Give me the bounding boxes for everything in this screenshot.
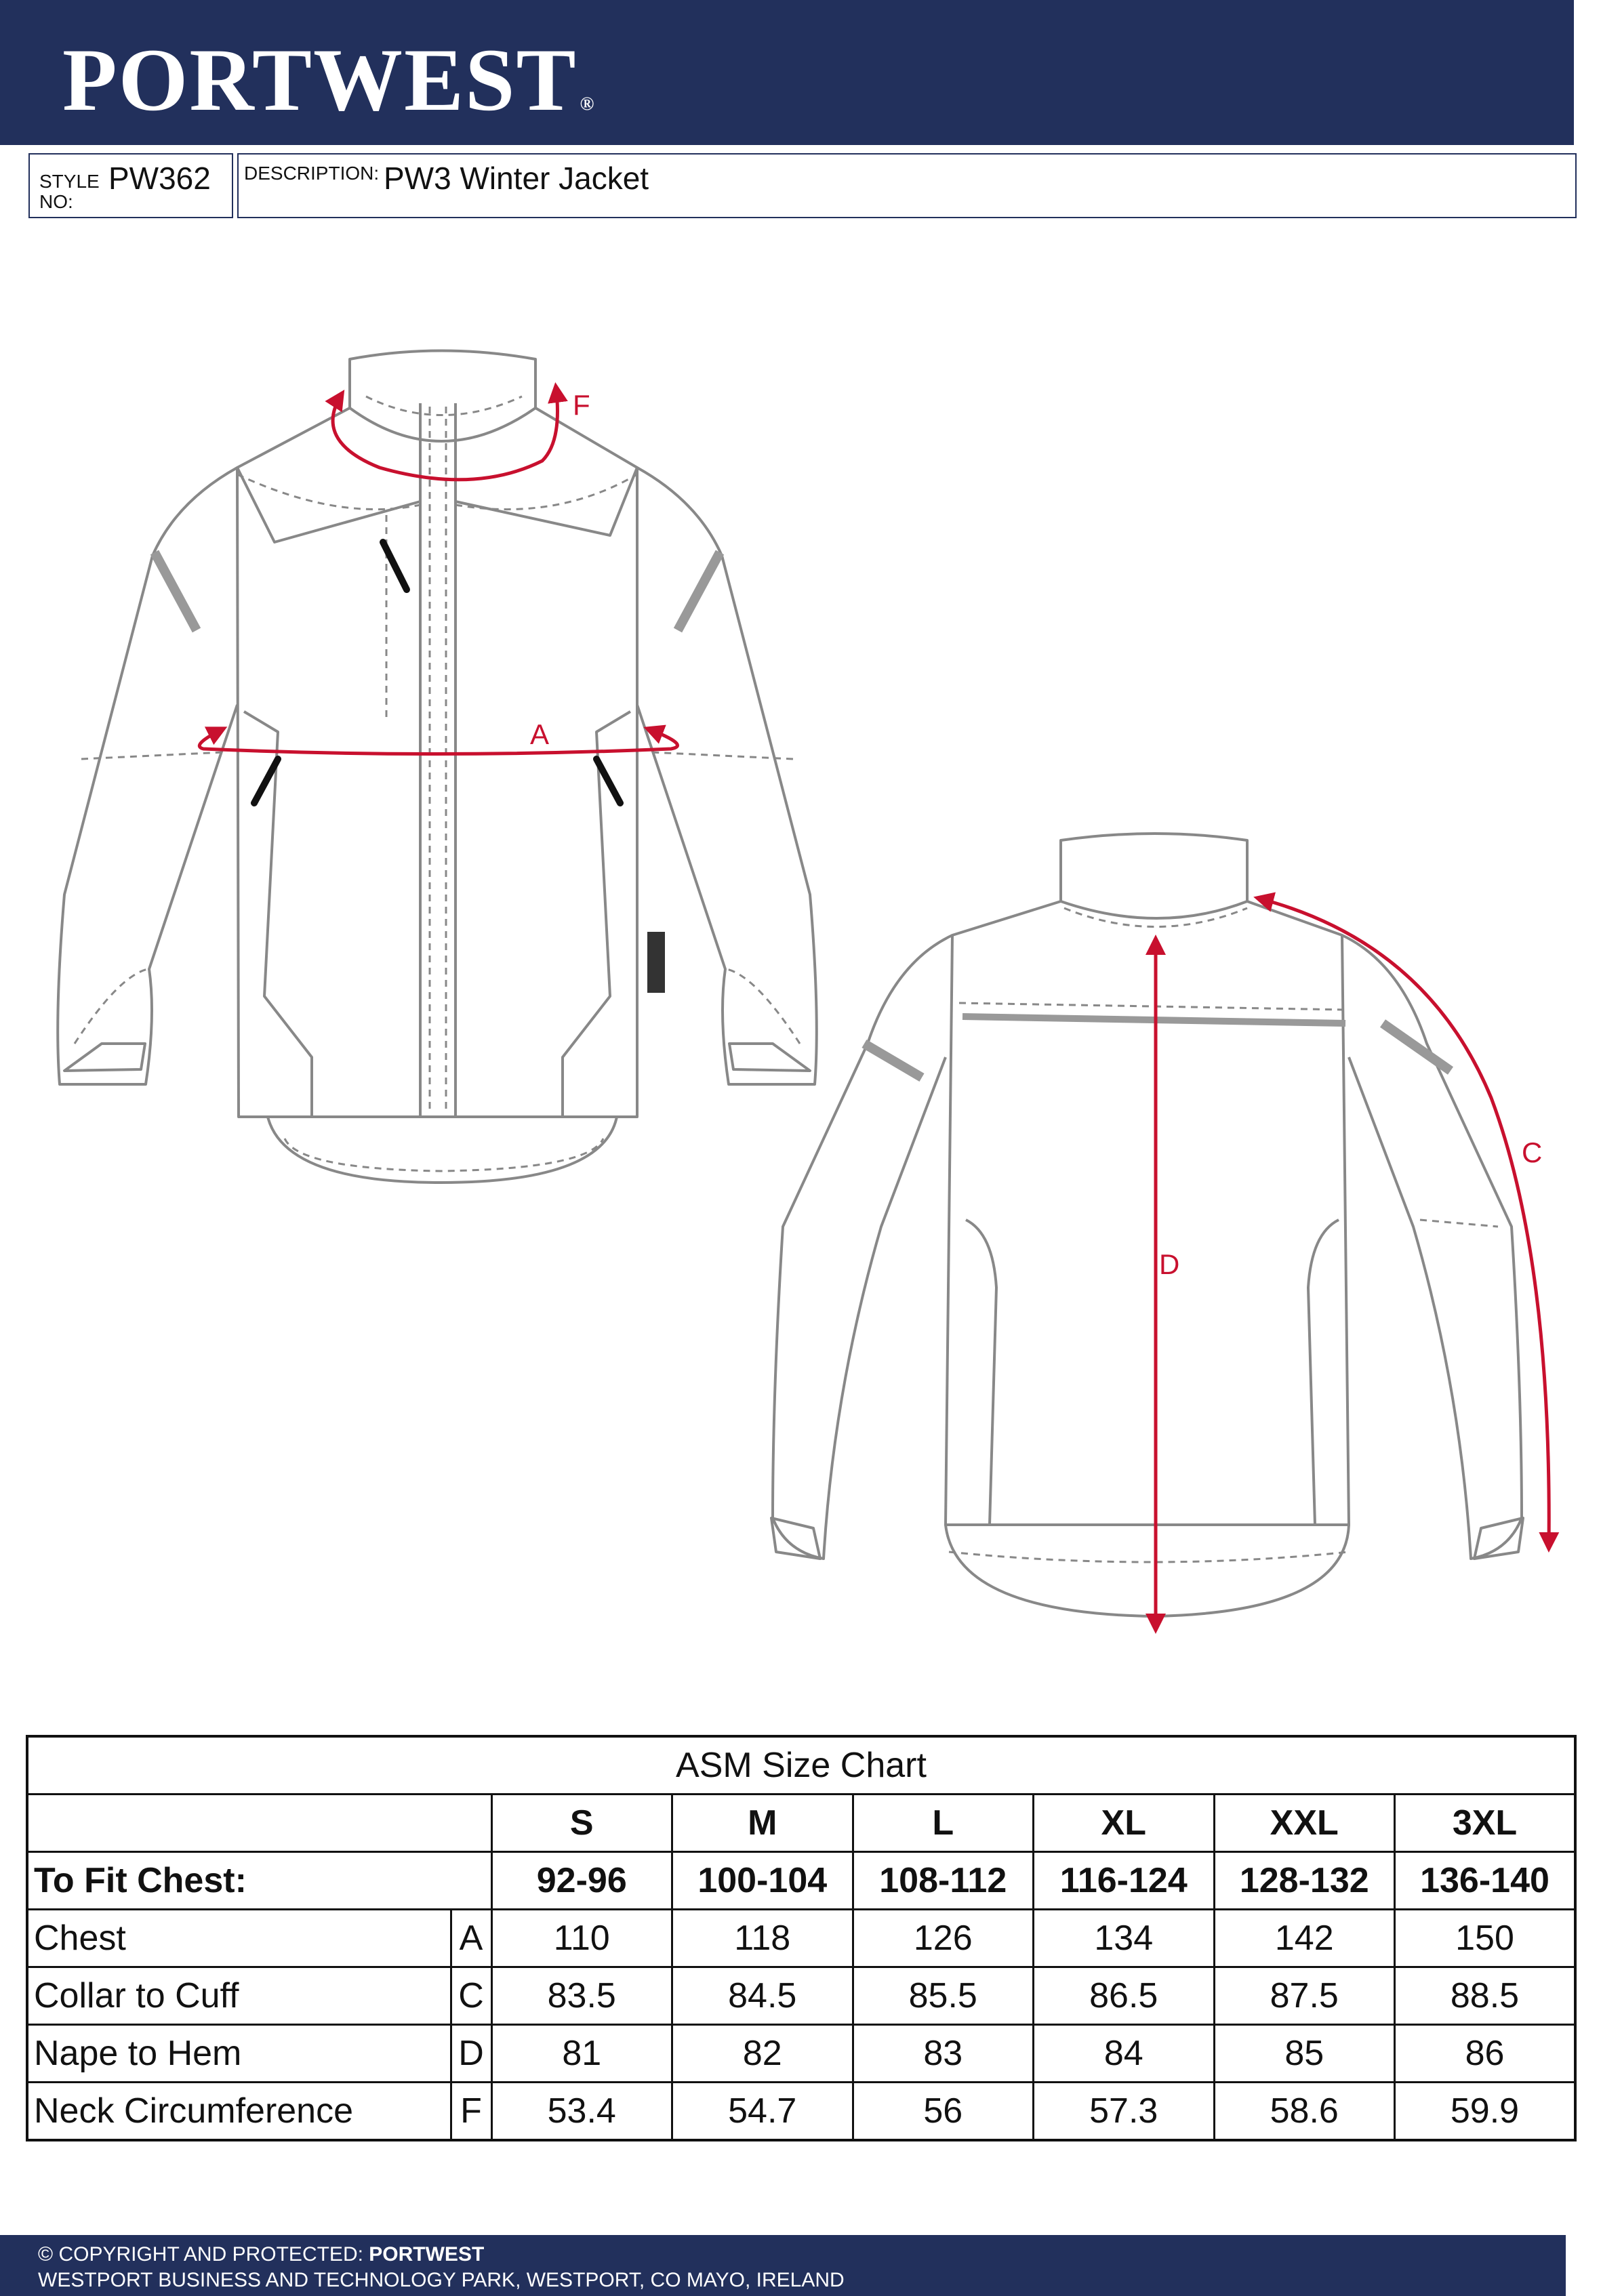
label-a: A [530, 718, 550, 750]
description-label: DESCRIPTION: [244, 163, 380, 184]
fit-value: 136-140 [1395, 1852, 1576, 1910]
table-row-neck-circumference [27, 2083, 1575, 2141]
label-c: C [1522, 1136, 1543, 1168]
cell-value: 83.5 [491, 1967, 672, 2025]
address-line: WESTPORT BUSINESS AND TECHNOLOGY PARK, WESTPORT, CO MAYO, IRELAND [38, 2269, 845, 2291]
size-chart-title: ASM Size Chart [27, 1736, 1575, 1795]
fit-chest-label: To Fit Chest: [27, 1852, 491, 1910]
fit-value: 128-132 [1214, 1852, 1395, 1910]
front-jacket-drawing [58, 351, 817, 1183]
cell-value: 86 [1395, 2025, 1576, 2083]
cell-value: 53.4 [491, 2083, 672, 2141]
cell-value: 58.6 [1214, 2083, 1395, 2141]
cell-value: 81 [491, 2025, 672, 2083]
label-d: D [1159, 1248, 1180, 1280]
description-value: PW3 Winter Jacket [384, 161, 649, 196]
style-label: STYLE [39, 171, 100, 192]
size-s: S [491, 1795, 672, 1852]
cell-value: 126 [853, 1910, 1034, 1967]
cell-value: 85.5 [853, 1967, 1034, 2025]
cell-value: 59.9 [1395, 2083, 1576, 2141]
row-code: F [451, 2083, 491, 2141]
row-code: D [451, 2025, 491, 2083]
cell-value: 86.5 [1034, 1967, 1215, 2025]
footer-banner [0, 2235, 1566, 2296]
cell-value: 82 [672, 2025, 853, 2083]
cell-value: 56 [853, 2083, 1034, 2141]
size-chart-title-row [27, 1736, 1575, 1795]
row-name: Collar to Cuff [27, 1967, 451, 2025]
row-code: C [451, 1967, 491, 2025]
cell-value: 84 [1034, 2025, 1215, 2083]
brand-logo: PORTWEST ® [62, 30, 596, 129]
cell-value: 84.5 [672, 1967, 853, 2025]
cell-value: 118 [672, 1910, 853, 1967]
row-name: Neck Circumference [27, 2083, 451, 2141]
size-xxl: XXL [1214, 1795, 1395, 1852]
fit-value: 92-96 [491, 1852, 672, 1910]
table-row-nape-to-hem [27, 2025, 1575, 2083]
size-3xl: 3XL [1395, 1795, 1576, 1852]
fit-value: 116-124 [1034, 1852, 1215, 1910]
cell-value: 134 [1034, 1910, 1215, 1967]
row-name: Chest [27, 1910, 451, 1967]
size-l: L [853, 1795, 1034, 1852]
size-m: M [672, 1795, 853, 1852]
cell-value: 110 [491, 1910, 672, 1967]
row-name: Nape to Hem [27, 2025, 451, 2083]
fit-value: 108-112 [853, 1852, 1034, 1910]
size-xl: XL [1034, 1795, 1215, 1852]
cell-value: 88.5 [1395, 1967, 1576, 2025]
cell-value: 150 [1395, 1910, 1576, 1967]
copyright-line: © COPYRIGHT AND PROTECTED: PORTWEST [38, 2243, 485, 2266]
cell-value: 142 [1214, 1910, 1395, 1967]
zip-pullers [254, 542, 620, 803]
table-row-collar-to-cuff [27, 1967, 1575, 2025]
fit-value: 100-104 [672, 1852, 853, 1910]
cell-value: 85 [1214, 2025, 1395, 2083]
cell-value: 87.5 [1214, 1967, 1395, 2025]
size-header-row [27, 1795, 1575, 1852]
style-no-label: NO: [39, 191, 73, 212]
label-f: F [573, 389, 590, 421]
fit-chest-row [27, 1852, 1575, 1910]
size-header-blank [27, 1795, 491, 1852]
style-number: PW362 [108, 161, 211, 196]
back-jacket-drawing [771, 834, 1523, 1616]
cell-value: 57.3 [1034, 2083, 1215, 2141]
table-row-chest [27, 1910, 1575, 1967]
row-code: A [451, 1910, 491, 1967]
cell-value: 83 [853, 2025, 1034, 2083]
size-chart-table [26, 1735, 1577, 2141]
cell-value: 54.7 [672, 2083, 853, 2141]
